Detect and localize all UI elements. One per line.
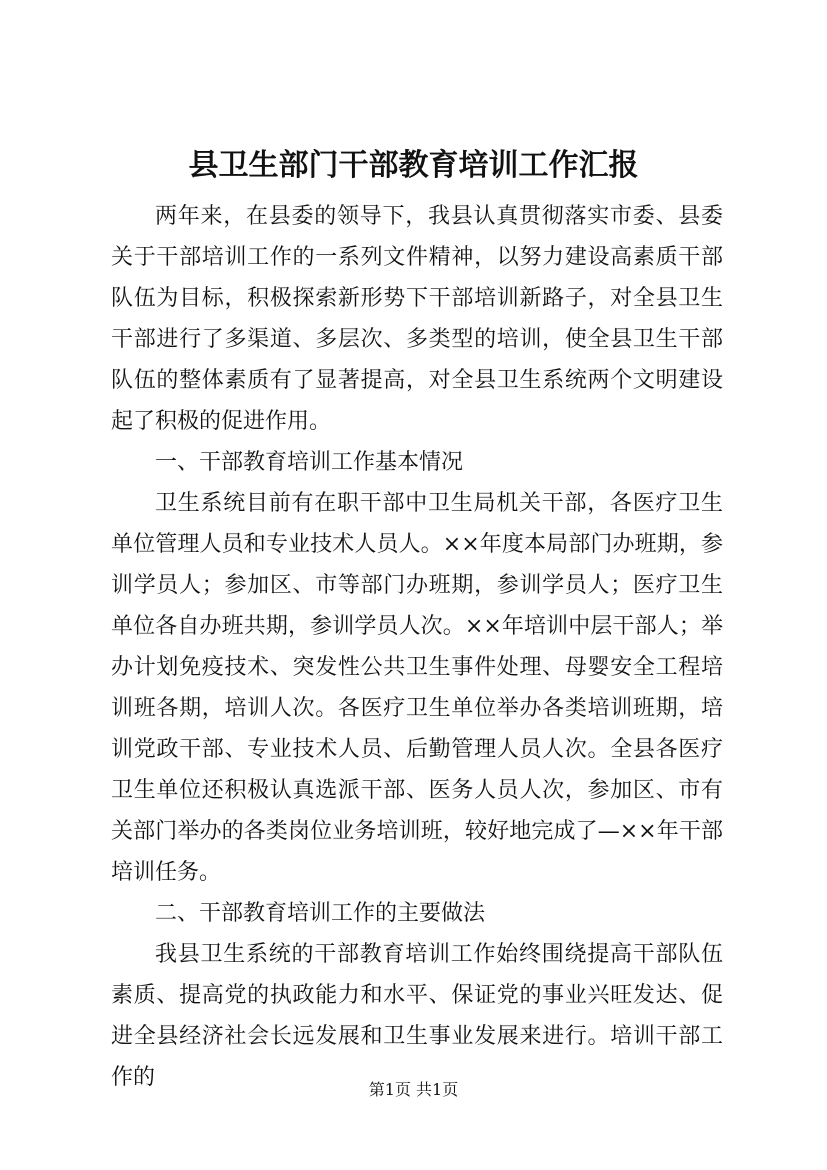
section-2-paragraph: 我县卫生系统的干部教育培训工作始终围绕提高干部队伍素质、提高党的执政能力和水平、保证党的事业兴旺发达、促进全县经济社会长远发展和卫生事业发展来进行。培训干部工作的 xyxy=(111,942,723,1090)
section-heading-2: 二、干部教育培训工作的主要做法 xyxy=(155,901,486,926)
document-title: 县卫生部门干部教育培训工作汇报 xyxy=(188,148,639,183)
document-body xyxy=(111,196,723,1098)
section-1-paragraph: 卫生系统目前有在职干部中卫生局机关干部，各医疗卫生单位管理人员和专业技术人员人。××年度本局部门办班期，参训学员人；参加区、市等部门办班期，参训学员人；医疗卫生单位各自办班共期，参训学员人次。××年培训中层干部人；举办计划免疫技术、突发性公共卫生事件处理、母婴安全工程培训班各期，培训人次。各医疗卫生单位举办各类培训班期，培训党政干部、专业技术人员、后勤管理人员人次。全县各医疗卫生单位还积极认真选派干部、医务人员人次，参加区、市有关部门举办的各类岗位业务培训班，较好地完成了—××年干部培训任务。 xyxy=(111,491,723,885)
page-number-footer: 第1页 共1页 xyxy=(368,1080,459,1099)
intro-paragraph: 两年来，在县委的领导下，我县认真贯彻落实市委、县委关于干部培训工作的一系列文件精神，以努力建设高素质干部队伍为目标，积极探索新形势下干部培训新路子，对全县卫生干部进行了多渠道、多层次、多类型的培训，使全县卫生干部队伍的整体素质有了显著提高，对全县卫生系统两个文明建设起了积极的促进作用。 xyxy=(111,204,723,434)
section-heading-1: 一、干部教育培训工作基本情况 xyxy=(155,450,464,475)
